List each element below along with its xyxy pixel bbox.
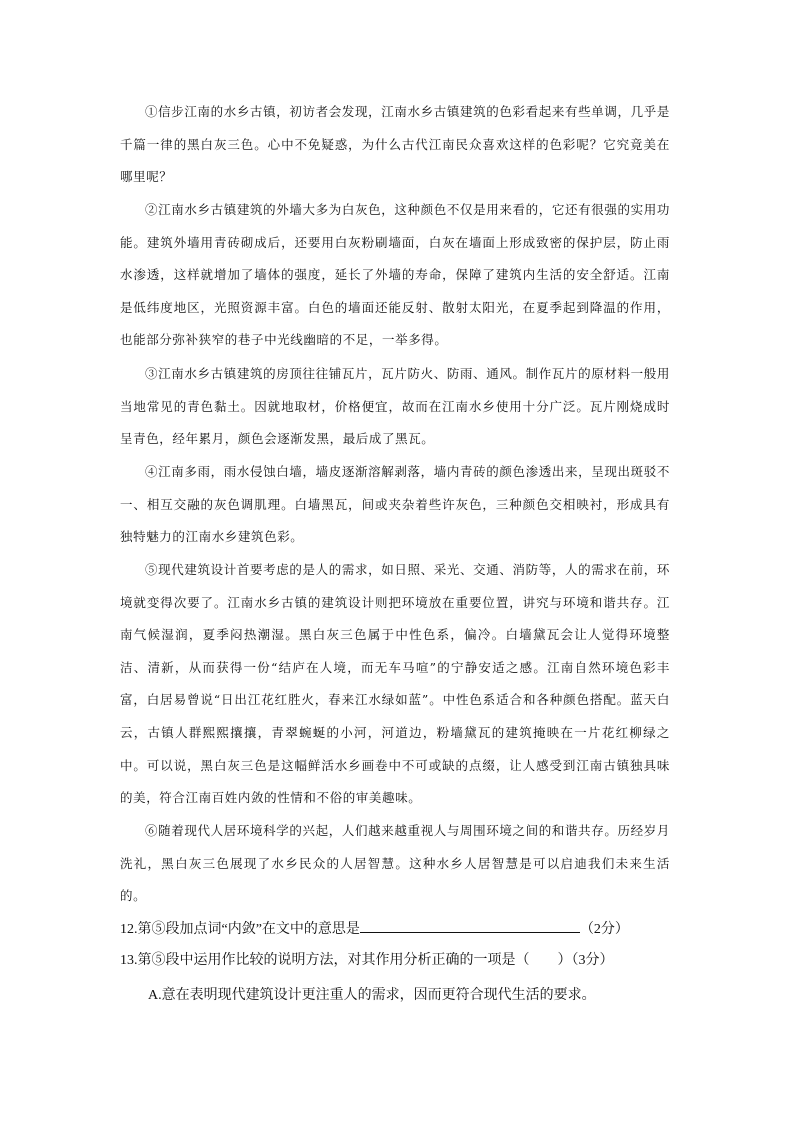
question-12-text: 12.第⑤段加点词“内敛”在文中的意思是 (120, 922, 360, 937)
answer-blank[interactable] (360, 918, 580, 933)
paragraph-2: ②江南水乡古镇建筑的外墙大多为白灰色，这种颜色不仅是用来看的，它还有很强的实用功能。建筑外墙用青砖砌成后，还要用白灰粉刷墙面，白灰在墙面上形成致密的保护层，防止雨水渗透，这样就增加了墙体的强度，延长了外墙的寿命，保障了建筑内生活的安全舒适。江南是低纬度地区，光照资源丰富。白色的墙面还能反射、散射太阳光，在夏季起到降温的作用，也能部分弥补狭窄的巷子中光线幽暗的不足，一举多得。 (120, 202, 670, 348)
question-13-option-a: A.意在表明现代建筑设计更注重人的需求，因而更符合现代生活的要求。 (148, 988, 596, 1003)
question-12 (120, 918, 680, 940)
paragraph-5: ⑤现代建筑设计首要考虑的是人的需求，如日照、采光、交通、消防等，人的需求在前，环境就变得次要了。江南水乡古镇的建筑设计则把环境放在重要位置，讲究与环境和谐共存。江南气候湿润，夏季闷热潮湿。黑白灰三色属于中性色系，偏冷。白墙黛瓦会让人觉得环境整洁、清新，从而获得一份“结庐在人境，而无车马喧”的宁静安适之感。江南自然环境色彩丰富，白居易曾说“日出江花红胜火，春来江水绿如蓝”。中性色系适合和各种颜色搭配。蓝天白云，古镇人群熙熙攘攘，青翠蜿蜒的小河，河道边，粉墙黛瓦的建筑掩映在一片花红柳绿之中。可以说，黑白灰三色是这幅鲜活水乡画卷中不可或缺的点缀，让人感受到江南古镇独具味的美，符合江南百姓内敛的性情和不俗的审美趣味。 (120, 562, 670, 806)
question-13: 13.第⑤段中运用作比较的说明方法，对其作用分析正确的一项是（ ）（3分） (120, 953, 614, 968)
question-12-score: （2分） (579, 922, 629, 937)
paragraph-4: ④江南多雨，雨水侵蚀白墙，墙皮逐渐溶解剥落，墙内青砖的颜色渗透出来，呈现出斑驳不一、相互交融的灰色调肌理。白墙黑瓦，间或夹杂着些许灰色，三种颜色交相映衬，形成具有独特魅力的江南水乡建筑色彩。 (120, 464, 670, 545)
paragraph-6: ⑥随着现代人居环境科学的兴起，人们越来越重视人与周围环境之间的和谐共存。历经岁月洗礼，黑白灰三色展现了水乡民众的人居智慧。这种水乡人居智慧是可以启迪我们未来生活的。 (120, 823, 670, 904)
paragraph-1: ①信步江南的水乡古镇，初访者会发现，江南水乡古镇建筑的色彩看起来有些单调，几乎是千篇一律的黑白灰三色。心中不免疑惑，为什么古代江南民众喜欢这样的色彩呢？它究竟美在哪里呢？ (120, 104, 670, 185)
paragraph-3: ③江南水乡古镇建筑的房顶往往铺瓦片，瓦片防火、防雨、通风。制作瓦片的原材料一般用当地常见的青色黏土。因就地取材，价格便宜，故而在江南水乡使用十分广泛。瓦片刚烧成时呈青色，经年累月，颜色会逐渐发黑，最后成了黑瓦。 (120, 366, 670, 447)
